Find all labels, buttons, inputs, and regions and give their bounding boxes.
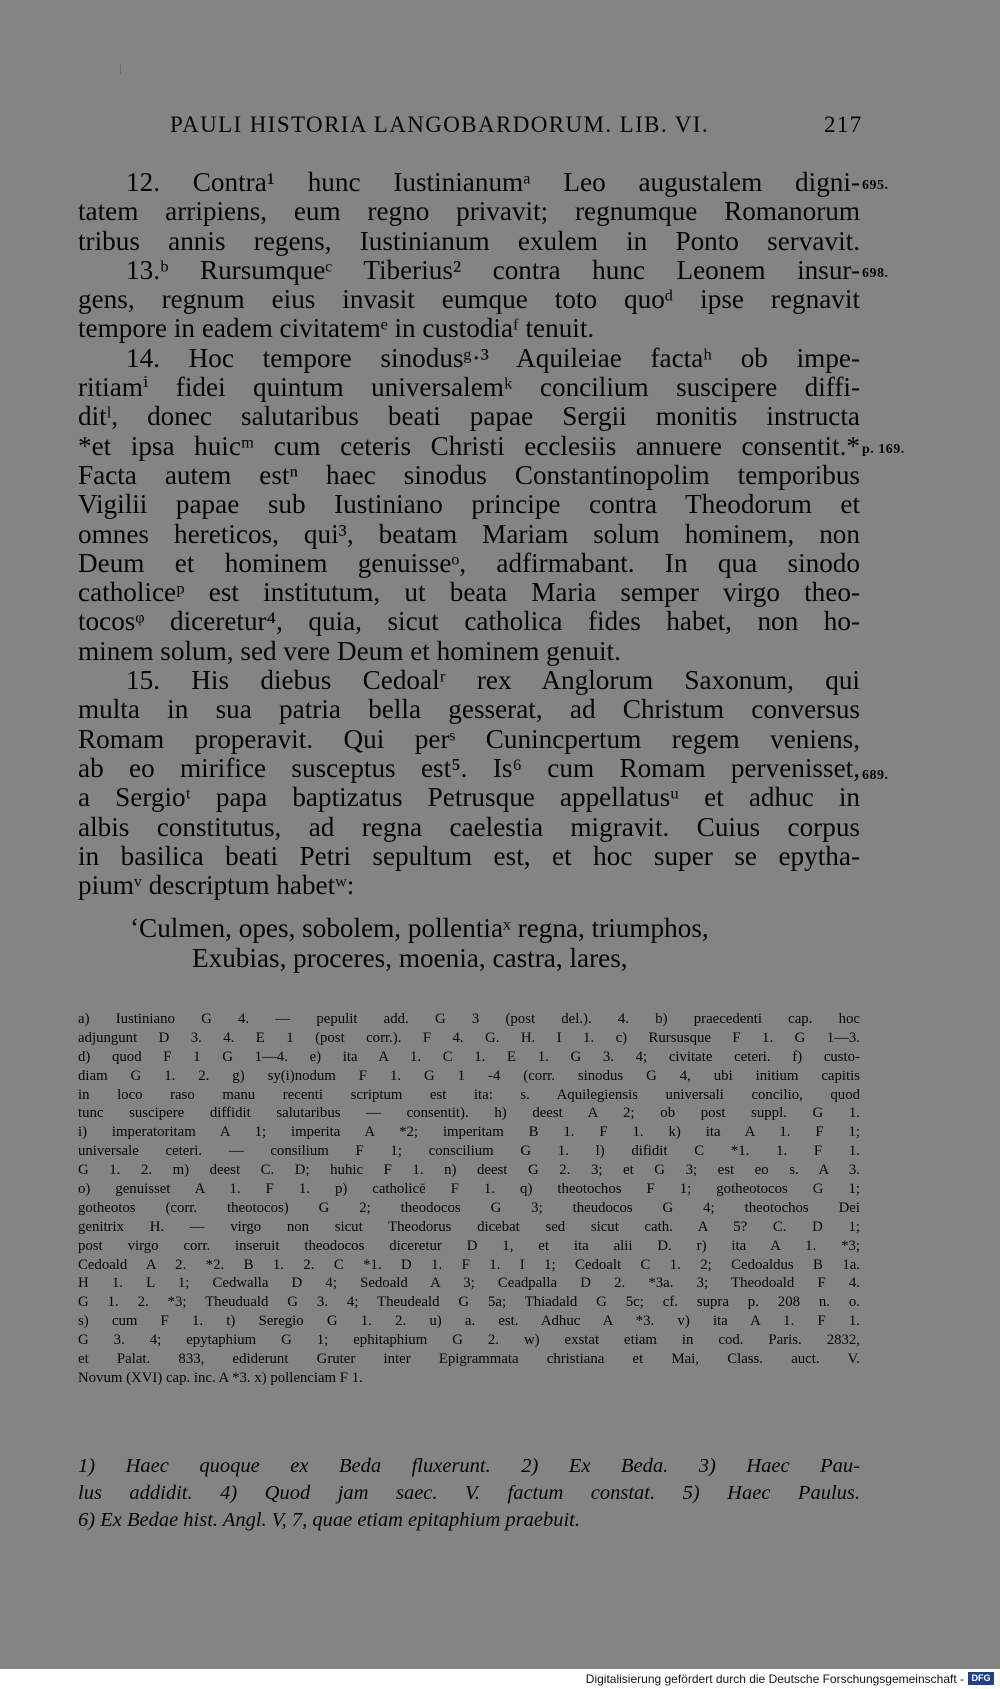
text-line: minem solum, sed vere Deum et hominem genuit. [78,635,621,666]
epitaph-verse-line: Exubias, proceres, moenia, castra, lares, [192,942,628,973]
text-line: catholiceᵖ est institutum, ut beata Maria semper virgo theo- [78,577,860,608]
running-header [170,112,870,138]
text-line: 12. Contra¹ hunc Iustinianumᵃ Leo augustalem digni- [126,167,860,197]
header-title: PAULI HISTORIA LANGOBARDORUM. LIB. VI. [170,112,710,137]
source-footnotes [78,1453,860,1534]
apparatus-line: post virgo corr. inseruit theodocos diceretur D 1, et ita alii D. r) ita A 1. *3; [78,1237,860,1254]
apparatus-line: a) Iustiniano G 4. — pepulit add. G 3 (post del.). 4. b) praecedenti cap. hoc [78,1011,860,1027]
text-line: ritiamⁱ fidei quintum universalemᵏ concilium suscipere diffi- [78,372,860,403]
text-line: piumᵛ descriptum habetʷ: [78,870,355,901]
critical-apparatus [78,1010,860,1388]
apparatus-line: universale ceteri. — consilium F 1; conscilium G 1. l) difidit C *1. 1. F 1. [78,1143,860,1160]
apparatus-line: G 1. 2. m) deest C. D; huhic F 1. n) deest G 2. 3; et G 3; est eo s. A 3. [78,1162,860,1179]
apparatus-line: i) imperatoritam A 1; imperita A *2; imperitam B 1. F 1. k) ita A 1. F 1; [78,1124,860,1141]
apparatus-line: G 3. 4; epytaphium G 1; ephitaphium G 2. w) exstat etiam in cod. Paris. 2832, [78,1332,860,1349]
text-line: gens, regnum eius invasit eumque toto quoᵈ ipse regnavit [78,284,860,315]
apparatus-line: in loco raso manu recenti scriptum est ita: s. Aquilegiensis universali concilio, quod [78,1086,860,1103]
main-text [78,168,860,973]
text-line: tatem arripiens, eum regno privavit; regnumque Romanorum [78,196,860,227]
text-line: a Sergioᵗ papa baptizatus Petrusque appellatusᵘ et adhuc in [78,782,860,813]
verse-spacer [78,900,860,914]
text-line: Romam properavit. Qui perˢ Cunincpertum regem veniens, [78,723,860,754]
text-line: tocosᵠ diceretur⁴, quia, sicut catholica fides habet, non ho- [78,606,860,637]
text-line: albis constitutus, ad regna caelestia migravit. Cuius corpus [78,811,860,842]
footnote-line: 1) Haec quoque ex Beda fluxerunt. 2) Ex Beda. 3) Haec Pau- [78,1455,860,1477]
apparatus-line: Cedoald A 2. *2. B 1. 2. C *1. D 1. F 1. I 1; Cedoalt C 1. 2; Cedoaldus B 1a. [78,1256,860,1273]
apparatus-line: Novum (XVI) cap. inc. A *3. x) pollenciam F 1. [78,1369,363,1386]
text-line: Vigilii papae sub Iustiniano principe contra Theodorum et [78,489,860,520]
text-line: in basilica beati Petri sepultum est, et hoc super se epytha- [78,840,860,871]
apparatus-line: s) cum F 1. t) Seregio G 1. 2. u) a. est. Adhuc A *3. v) ita A 1. F 1. [78,1313,860,1330]
text-line: multa in sua patria bella gesserat, ad Christum conversus [78,694,860,725]
text-line: 13.ᵇ Rursumqueᶜ Tiberius² contra hunc Leonem insur- [126,254,860,285]
text-line: 15. His diebus Cedoalʳ rex Anglorum Saxonum, qui [126,665,860,696]
apparatus-line: et Palat. 833, ediderunt Gruter inter Epigrammata christiana et Mai, Class. auct. V. [78,1351,860,1368]
text-line: ab eo mirifice susceptus est⁵. Is⁶ cum Romam pervenisset, [78,752,860,783]
text-line: 14. Hoc tempore sinodusᵍ·³ Aquileiae factaʰ ob impe- [126,342,860,373]
footnote-line: 6) Ex Bedae hist. Angl. V, 7, quae etiam epitaphium praebuit. [78,1509,580,1531]
apparatus-line: G 1. 2. *3; Theuduald G 3. 4; Theudeald G 5a; Thiadald G 5c; cf. supra p. 208 n. o. [78,1294,860,1311]
apparatus-line: gotheotos (corr. theotocos) G 2; theodocos G 3; theudocos G 4; theotochos Dei [78,1199,860,1216]
footnote-line: lus addidit. 4) Quod jam saec. V. factum constat. 5) Haec Paulus. [78,1482,860,1504]
apparatus-line: H 1. L 1; Cedwalla D 4; Sedoald A 3; Ceadpalla D 2. *3a. 3; Theodoald F 4. [78,1275,860,1292]
text-line: tribus annis regens, Iustinianum exulem in Ponto servavit. [78,225,860,256]
text-line: tempore in eadem civitatemᵉ in custodiaᶠ tenuit. [78,313,595,344]
margin-note-year: 689. [862,768,889,783]
apparatus-line: diam G 1. 2. g) sy(i)nodum F 1. G 1 -4 (corr. sinodus G 4, ubi initium capitis [78,1067,860,1084]
margin-note-page-ref: p. 169. [862,442,905,457]
epitaph-verse-line: ‘Culmen, opes, sobolem, pollentiaˣ regna, triumphos, [130,913,709,944]
text-line: ditˡ, donec salutaribus beati papae Sergii monitis instructa [78,401,860,432]
scan-speck [120,64,121,74]
text-line: Facta autem estⁿ haec sinodus Constantinopolim temporibus [78,459,860,490]
margin-note-year: 695. [862,178,889,193]
text-line: omnes hereticos, qui³, beatam Mariam solum hominem, non [78,518,860,549]
apparatus-line: adjungunt D 3. 4. E 1 (post corr.). F 4. G. H. I 1. c) Rursusque F 1. G 1—3. [78,1029,860,1046]
text-line: *et ipsa huicᵐ cum ceteris Christi ecclesiis annuere consentit.* [78,430,860,461]
apparatus-line: d) quod F 1 G 1—4. e) ita A 1. C 1. E 1. G 3. 4; civitate ceteri. f) custo- [78,1048,860,1065]
page-number: 217 [824,112,863,137]
funding-credit: Digitalisierung gefördert durch die Deutsche Forschungsgemeinschaft - [585,1672,964,1686]
dfg-logo: DFG [968,1672,994,1685]
text-line: Deum et hominem genuisseᵒ, adfirmabant. In qua sinodo [78,547,860,578]
margin-note-year: 698. [862,266,889,281]
apparatus-line: genitrix H. — virgo non sicut Theodorus dicebat sed sicut cath. A 5? C. D 1; [78,1218,860,1235]
apparatus-line: o) genuisset A 1. F 1. p) catholicē F 1. q) theotochos F 1; gotheotocos G 1; [78,1181,860,1198]
apparatus-line: tunc suscipere diffidit salutaribus — consentit). h) deest A 2; ob post suppl. G 1. [78,1105,860,1122]
